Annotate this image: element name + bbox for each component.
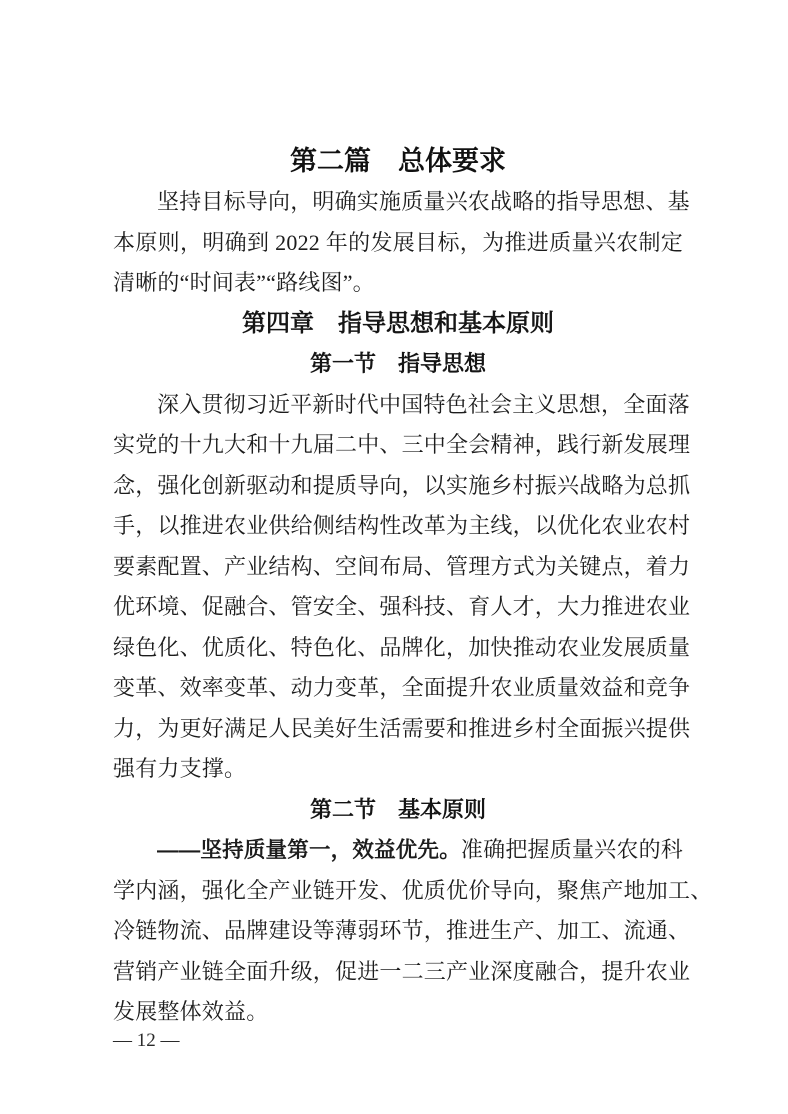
text-line — [113, 830, 683, 871]
basic-principles-continued — [113, 871, 713, 1033]
text-line: 绿色化、优质化、特色化、品牌化，加快推动农业发展质量 — [113, 634, 691, 660]
text-line: 实党的十九大和十九届二中、三中全会精神，践行新发展理 — [113, 432, 691, 457]
section-heading-guiding-ideology: 第一节 指导思想 — [309, 351, 486, 376]
text-line: 力，为更好满足人民美好生活需要和推进乡村全面振兴提供 — [113, 715, 691, 741]
text-line: 坚持目标导向，明确实施质量兴农战略的指导思想、基 — [157, 189, 690, 214]
principle-lead-bold: ——坚持质量第一，效益优先。 — [157, 838, 461, 862]
text-line: 营销产业链全面升级，促进一二三产业深度融合，提升农业 — [113, 958, 691, 984]
text-line: 本原则，明确到 2022 年的发展目标，为推进质量兴农制定 — [113, 229, 683, 255]
guiding-ideology-paragraph — [113, 385, 691, 790]
text-line: 要素配置、产业结构、空间布局、管理方式为关键点，着力 — [113, 553, 691, 579]
text-line: 变革、效率变革、动力变革，全面提升农业质量效益和竞争 — [113, 675, 691, 700]
document-content — [113, 141, 713, 1033]
text-line: 手，以推进农业供给侧结构性改革为主线，以优化农业农村 — [113, 513, 691, 538]
text-line: 念，强化创新驱动和提质导向，以实施乡村振兴战略为总抓 — [113, 472, 691, 498]
text-line: 优环境、促融合、管安全、强科技、育人才，大力推进农业 — [113, 594, 691, 619]
text-line: 学内涵，强化全产业链开发、优质优价导向，聚焦产地加工、 — [113, 877, 713, 903]
text-line: 深入贯彻习近平新时代中国特色社会主义思想，全面落 — [157, 391, 690, 417]
principle-lead-rest: 准确把握质量兴农的科 — [460, 837, 683, 862]
text-line: 冷链物流、品牌建设等薄弱环节，推进生产、加工、流通、 — [113, 918, 691, 943]
basic-principles-paragraph — [113, 830, 713, 1033]
part-title: 第二篇 总体要求 — [290, 146, 506, 176]
text-line: 强有力支撑。 — [113, 756, 247, 781]
chapter-heading: 第四章 指导思想和基本原则 — [242, 309, 554, 337]
page-number: — 12 — — [113, 1030, 180, 1051]
section-heading-basic-principles: 第二节 基本原则 — [309, 796, 486, 822]
text-line: 发展整体效益。 — [113, 999, 269, 1024]
text-line: 清晰的“时间表”“路线图”。 — [113, 270, 375, 295]
intro-paragraph — [113, 182, 690, 304]
